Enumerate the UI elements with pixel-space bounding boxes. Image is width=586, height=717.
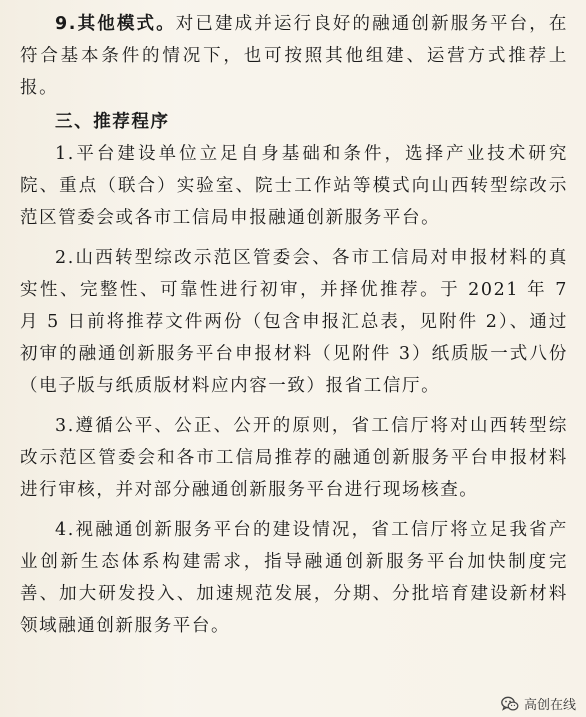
wechat-icon	[501, 696, 519, 712]
paragraph-step-4: 4.视融通创新服务平台的建设情况，省工信厅将立足我省产业创新生态体系构建需求，指导融通创新服务平台加快制度完善、加大研发投入、加速规范发展，分期、分批培育建设新材料领域融通创新服务平台。	[20, 520, 568, 636]
watermark-text: 高创在线	[523, 698, 576, 713]
paragraph-step-3: 3.遵循公平、公正、公开的原则，省工信厅将对山西转型综改示范区管委会和各市工信局推荐的融通创新服务平台申报材料进行审核，并对部分融通创新服务平台进行现场核查。	[20, 416, 568, 500]
watermark	[501, 694, 576, 713]
paragraph-9-lead: 9.其他模式。	[55, 14, 176, 34]
paragraph-step-2: 2.山西转型综改示范区管委会、各市工信局对申报材料的真实性、完整性、可靠性进行初审，并择优推荐。于 2021 年 7 月 5 日前将推荐文件两份（包含申报汇总表，见附件 2）、通过初审的融通创新服务平台申报材料（见附件 3）纸质版一式八份（电子版与纸质版材料应内容一致）报省工信厅。	[20, 248, 568, 396]
section-heading-procedure: 三、推荐程序	[55, 112, 170, 132]
paragraph-9-body: 对已建成并运行良好的融通创新服务平台，在符合基本条件的情况下，也可按照其他组建、运营方式推荐上报。	[20, 14, 569, 98]
document-body	[20, 8, 568, 642]
paragraph-9	[20, 8, 568, 104]
paragraph-step-1: 1.平台建设单位立足自身基础和条件，选择产业技术研究院、重点（联合）实验室、院士工作站等模式向山西转型综改示范区管委会或各市工信局申报融通创新服务平台。	[20, 144, 568, 228]
